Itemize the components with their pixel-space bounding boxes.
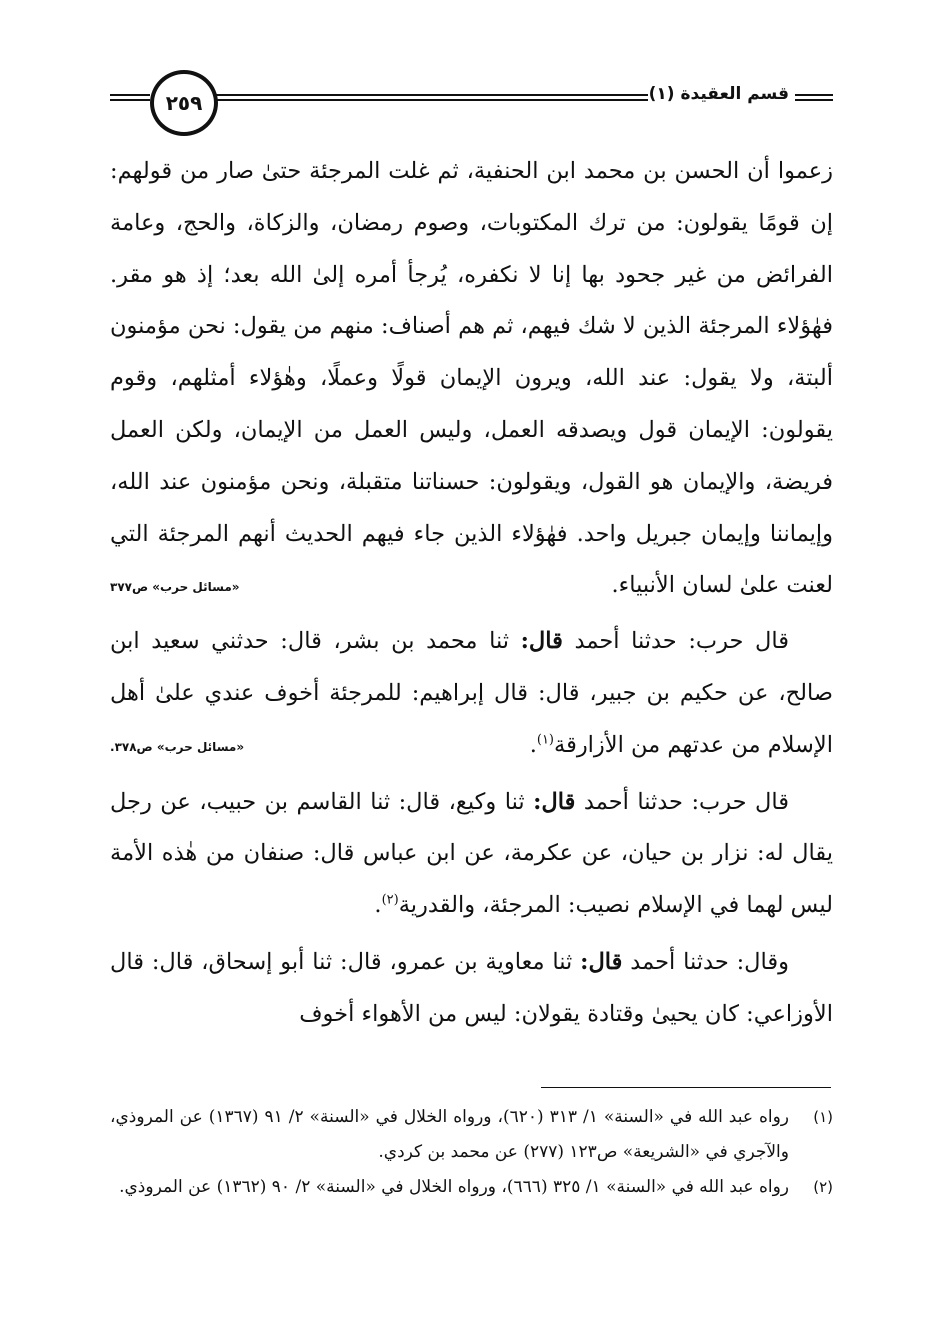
paragraph-3 (110, 777, 833, 932)
footnote-2 (110, 1170, 833, 1205)
footnote-separator (541, 1087, 831, 1088)
footnote-text: رواه عبد الله في «السنة» ١/ ٣١٣ (٦٢٠)، ورواه الخلال في «السنة» ٢/ ٩١ (١٣٦٧) عن المروذي، والآجري في «الشريعة» ص١٢٣ (٢٧٧) عن محمد بن كردي. (110, 1107, 789, 1162)
footnote-1 (110, 1100, 833, 1170)
paragraph-2 (110, 616, 833, 771)
header-rule-right (795, 94, 833, 101)
paragraph-1 (110, 146, 833, 612)
paragraph-text: ثنا وكيع، قال: ثنا القاسم بن حبيب، عن رجل يقال له: نزار بن حيان، عن عكرمة، عن ابن عباس قال: صنفان من هٰذه الأمة ليس لهما في الإسلام نصيب: المرجئة، والقدرية (110, 788, 833, 919)
paragraph-end: . (529, 731, 537, 758)
paragraph-bold: قال: (533, 788, 576, 815)
paragraph-end: . (374, 892, 382, 919)
footnotes (110, 1100, 833, 1205)
footnote-ref-1[interactable]: (١) (536, 732, 554, 748)
paragraph-4 (110, 937, 833, 1041)
page-number: ٢٥٩ (165, 91, 203, 115)
paragraph-text: زعموا أن الحسن بن محمد ابن الحنفية، ثم غلت المرجئة حتىٰ صار من قولهم: إن قومًا يقولون: من ترك المكتوبات، وصوم رمضان، والزكاة، والحج، وعامة الفرائض من غير جحود بها إنا لا نكفره، يُرجأ أمره إلىٰ الله بعد؛ إذ هو مقر. فهٰؤلاء المرجئة الذين لا شك فيهم، ثم هم أصناف: منهم من يقول: نحن مؤمنون ألبتة، ولا يقول: عند الله، ويرون الإيمان قولًا وعملًا، وهٰؤلاء أمثلهم، وقوم يقولون: الإيمان قول ويصدقه العمل، وليس العمل من الإيمان، ولكن العمل فريضة، والإيمان هو القول، ويقولون: حسناتنا متقبلة، ونحن مؤمنون عند الله، وإيماننا وإيمان جبريل واحد. فهٰؤلاء الذين جاء فيهم الحديث أنهم المرجئة التي لعنت علىٰ لسان الأنبياء. (110, 158, 833, 599)
paragraph-bold: قال: (520, 628, 563, 655)
running-header (110, 66, 833, 134)
footnote-text: رواه عبد الله في «السنة» ١/ ٣٢٥ (٦٦٦)، ورواه الخلال في «السنة» ٢/ ٩٠ (١٣٦٢) عن المروذي. (119, 1177, 789, 1197)
paragraph-text: ثنا معاوية بن عمرو، قال: ثنا أبو إسحاق، قال: قال الأوزاعي: كان يحيىٰ وقتادة يقولان: ليس من الأهواء أخوف (110, 948, 833, 1027)
paragraph-prefix: قال حرب: حدثنا أحمد (575, 788, 789, 815)
paragraph-text: ثنا محمد بن بشر، قال: حدثني سعيد ابن صالح، عن حكيم بن جبير، قال: قال إبراهيم: للمرجئة أخوف عندي علىٰ أهل الإسلام من عدتهم من الأزارقة (110, 628, 833, 758)
footnote-ref-2[interactable]: (٢) (381, 892, 399, 908)
header-rule-left (110, 94, 150, 101)
source-citation: «مسائل حرب» ص٣٧٧ (110, 580, 240, 595)
paragraph-prefix: وقال: حدثنا أحمد (622, 948, 790, 975)
main-text (110, 146, 833, 1041)
footnote-number: (٢) (813, 1178, 833, 1196)
header-rule-center (206, 94, 648, 101)
page-number-badge (150, 70, 218, 136)
running-title: قسم العقيدة (١) (648, 84, 789, 104)
footnote-number: (١) (813, 1108, 833, 1126)
source-citation: «مسائل حرب» ص٣٧٨. (110, 739, 245, 754)
paragraph-bold: قال: (580, 948, 623, 975)
paragraph-prefix: قال حرب: حدثنا أحمد (562, 628, 789, 655)
